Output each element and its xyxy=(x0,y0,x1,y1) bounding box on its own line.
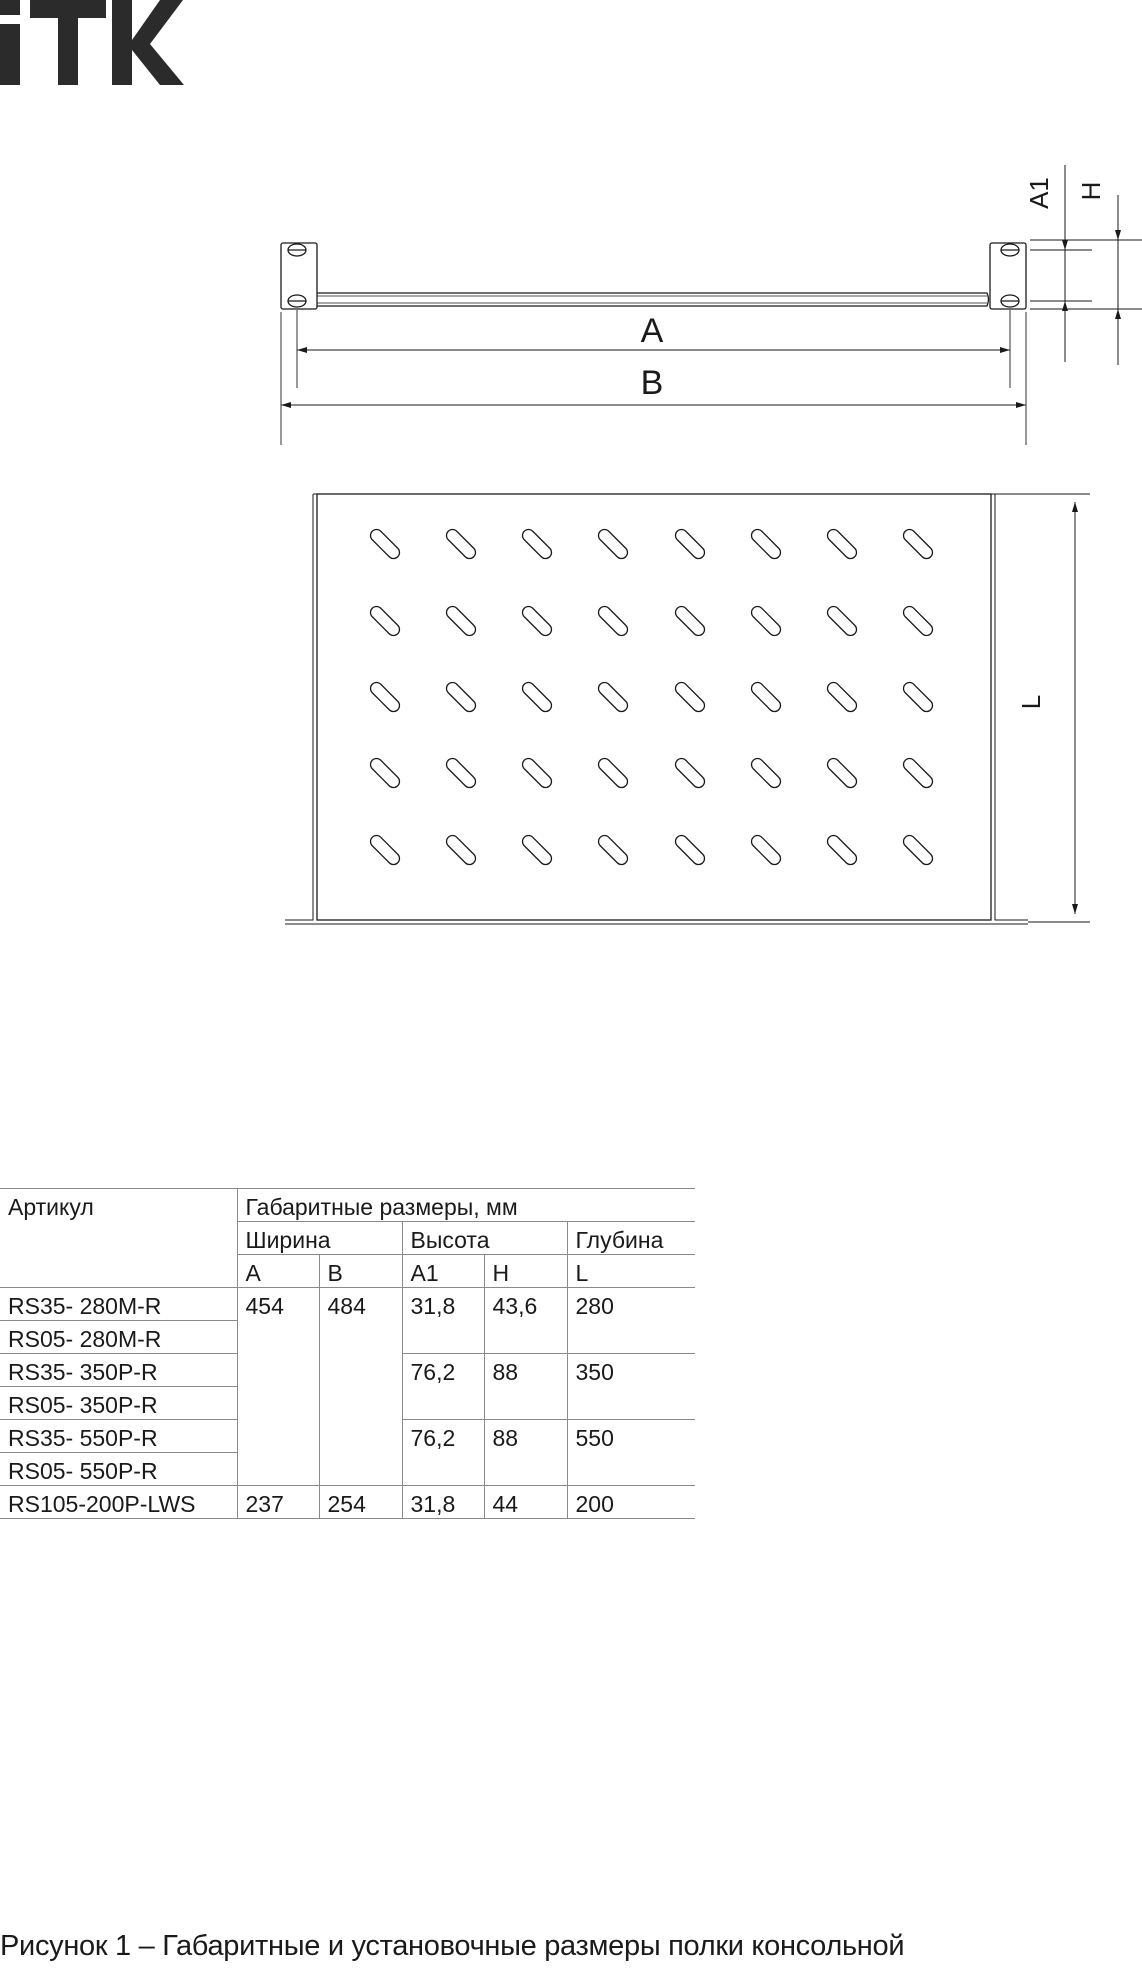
header-dimensions: Габаритные размеры, мм xyxy=(237,1189,695,1222)
perforation-slot xyxy=(673,527,707,561)
value-h: 43,6 xyxy=(484,1288,567,1354)
perforation-slot xyxy=(520,756,554,790)
value-l: 280 xyxy=(567,1288,695,1354)
table-row xyxy=(0,1486,695,1519)
value-a1: 31,8 xyxy=(402,1288,484,1354)
value-b: 254 xyxy=(319,1486,402,1519)
top-view xyxy=(285,494,1090,924)
perforation-slot xyxy=(673,756,707,790)
value-a1: 31,8 xyxy=(402,1486,484,1519)
mounting-hole-icon xyxy=(288,244,1019,307)
perforation-slot xyxy=(596,680,630,714)
perforation-slot xyxy=(825,833,859,867)
value-l: 200 xyxy=(567,1486,695,1519)
perforation-slot xyxy=(444,756,478,790)
perforation-slot xyxy=(673,604,707,638)
perforation-slot xyxy=(749,833,783,867)
perforation-slot xyxy=(368,527,402,561)
value-h: 88 xyxy=(484,1354,567,1420)
perforation-slot xyxy=(749,604,783,638)
article-cell: RS05- 280M-R xyxy=(0,1321,237,1354)
header-height: Высота xyxy=(402,1222,567,1255)
perforation-slot xyxy=(444,527,478,561)
article-cell: RS35- 550P-R xyxy=(0,1420,237,1453)
header-a1: A1 xyxy=(402,1255,484,1288)
header-b: B xyxy=(319,1255,402,1288)
front-view xyxy=(281,165,1142,445)
perforation-slot xyxy=(901,604,935,638)
header-article: Артикул xyxy=(0,1189,237,1288)
value-a: 237 xyxy=(237,1486,319,1519)
value-a1: 76,2 xyxy=(402,1420,484,1486)
perforation-slot xyxy=(520,833,554,867)
perforation-slot xyxy=(825,527,859,561)
perforation-slot xyxy=(673,680,707,714)
value-a: 454 xyxy=(237,1288,319,1486)
figure-caption: Рисунок 1 – Габаритные и установочные размеры полки консольной xyxy=(0,1930,905,1962)
dim-label-l: L xyxy=(1016,694,1046,710)
table-header-row xyxy=(0,1189,695,1222)
article-cell: RS05- 550P-R xyxy=(0,1453,237,1486)
perforation-slot xyxy=(825,756,859,790)
article-cell: RS35- 280M-R xyxy=(0,1288,237,1321)
perforation-slot xyxy=(901,833,935,867)
value-h: 88 xyxy=(484,1420,567,1486)
dim-label-a1: A1 xyxy=(1024,177,1054,209)
perforation-slot xyxy=(749,680,783,714)
perforation-slot xyxy=(596,604,630,638)
value-h: 44 xyxy=(484,1486,567,1519)
perforation-slot xyxy=(673,833,707,867)
perforation-slot xyxy=(901,527,935,561)
header-width: Ширина xyxy=(237,1222,402,1255)
dimensions-table xyxy=(0,1188,695,1519)
perforation-slot xyxy=(444,680,478,714)
dim-label-h: H xyxy=(1076,181,1106,201)
perforation-slot xyxy=(444,833,478,867)
perforation-slot xyxy=(368,680,402,714)
shelf-technical-drawing xyxy=(0,0,1142,960)
perforation-slot xyxy=(368,833,402,867)
dim-label-a: A xyxy=(640,312,664,350)
perforation-slot xyxy=(749,756,783,790)
header-depth: Глубина xyxy=(567,1222,695,1255)
perforation-slot xyxy=(901,756,935,790)
perforation-slot xyxy=(444,604,478,638)
header-h: H xyxy=(484,1255,567,1288)
perforation-slot xyxy=(825,680,859,714)
value-b: 484 xyxy=(319,1288,402,1486)
header-a: A xyxy=(237,1255,319,1288)
perforation-slot xyxy=(368,604,402,638)
perforation-slot xyxy=(596,527,630,561)
perforation-slot xyxy=(825,604,859,638)
perforation-slot xyxy=(749,527,783,561)
perforation-slot xyxy=(520,604,554,638)
perforation-slot xyxy=(520,527,554,561)
article-cell: RS35- 350P-R xyxy=(0,1354,237,1387)
perforation-slot xyxy=(901,680,935,714)
perforation-slot xyxy=(520,680,554,714)
article-cell: RS05- 350P-R xyxy=(0,1387,237,1420)
article-cell: RS105-200P-LWS xyxy=(0,1486,237,1519)
table-row xyxy=(0,1288,695,1321)
perforation-slot xyxy=(596,833,630,867)
perforation-slot xyxy=(368,756,402,790)
value-a1: 76,2 xyxy=(402,1354,484,1420)
value-l: 550 xyxy=(567,1420,695,1486)
dim-label-b: B xyxy=(640,364,664,402)
perforation-slots xyxy=(368,527,935,867)
header-l: L xyxy=(567,1255,695,1288)
perforation-slot xyxy=(596,756,630,790)
value-l: 350 xyxy=(567,1354,695,1420)
